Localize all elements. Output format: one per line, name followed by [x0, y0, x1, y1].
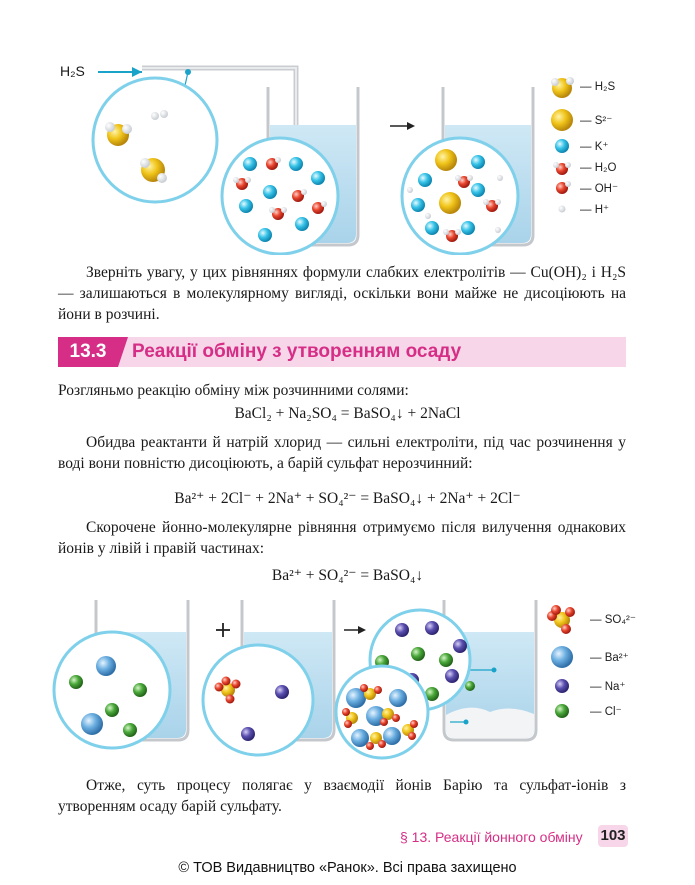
section-title: Реакції обміну з утворенням осаду	[132, 341, 462, 362]
copyright-notice: © ТОВ Видавництво «Ранок». Всі права захищено	[178, 860, 517, 876]
water-molecule-icon	[553, 162, 571, 175]
section-notch	[118, 337, 128, 367]
legend-item-ba: — Ba²⁺	[590, 652, 629, 664]
equation-full-ionic: Ba²⁺ + 2Cl⁻ + 2Na⁺ + SO₄²⁻ = BaSO₄↓ + 2Na⁺ + 2Cl⁻	[174, 490, 521, 507]
hydrogen-ion-icon	[559, 206, 566, 213]
legend-item-k: — K⁺	[580, 141, 609, 153]
equation-short-ionic: Ba²⁺ + SO₄²⁻ = BaSO₄↓	[271, 567, 424, 584]
paragraph-intro: Розгляньмо реакцію обміну між розчинними солями:	[58, 382, 409, 399]
chloride-ion-icon	[555, 704, 569, 718]
page-number: 103	[598, 825, 628, 847]
chapter-reference: § 13. Реакції йонного обміну	[400, 829, 583, 845]
legend-item-h2s: — H₂S	[580, 81, 616, 93]
legend-item-so4: — SO₄²⁻	[590, 614, 636, 626]
hydroxide-ion-icon	[556, 181, 571, 194]
sodium-ion-icon	[555, 679, 569, 693]
legend-item-h: — H⁺	[580, 204, 610, 216]
top-figure	[0, 0, 695, 255]
section-number: 13.3	[58, 337, 118, 367]
legend-item-h2o: — H₂O	[580, 162, 617, 174]
potassium-ion-icon	[555, 139, 569, 153]
paragraph-short-ionic: Скорочене йонно-молекулярне рівняння отримуємо після вилучення однакових йонів у лівій і правій частинах:	[58, 519, 626, 557]
legend-item-na: — Na⁺	[590, 681, 626, 693]
legend-item-oh: — OH⁻	[580, 183, 619, 195]
equation-molecular: BaCl₂ + Na₂SO₄ = BaSO₄↓ + 2NaCl	[234, 405, 461, 422]
legend-item-cl: — Cl⁻	[590, 706, 622, 718]
legend-item-s2: — S²⁻	[580, 115, 613, 127]
h2s-molecule-icon	[551, 77, 574, 98]
sulfide-ion-icon	[551, 109, 573, 131]
gas-label: H₂S	[60, 63, 85, 79]
paragraph-electrolytes: Обидва реактанти й натрій хлорид — сильні електроліти, під час розчинення у воді вони повністю дисоціюють, а барій сульфат нерозчинний:	[58, 434, 626, 472]
paragraph-weak-electrolytes: Зверніть увагу, у цих рівняннях формули слабких електролітів — Cu(OH)₂ і H₂S — залишаються в молекулярному вигляді, оскільки вони майже не дисоціюють на йони в розчині.	[58, 264, 626, 323]
sulfate-ion-icon	[547, 605, 575, 634]
barium-ion-icon	[551, 646, 573, 668]
paragraph-conclusion: Отже, суть процесу полягає у взаємодії йонів Барію та сульфат-іонів з утворенням осаду барій сульфату.	[58, 777, 626, 815]
